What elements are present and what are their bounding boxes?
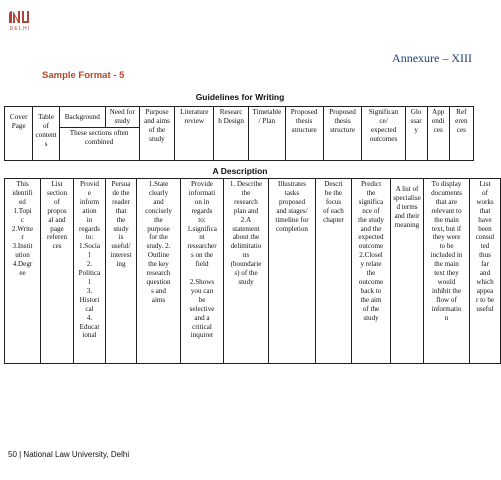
background-cell: Background <box>59 107 105 128</box>
annexure-heading: Annexure – XIII <box>392 51 472 65</box>
need-for-study-cell: Need for study <box>105 107 139 128</box>
description-identification-cell: This identifi ed 1.Topi c 2.Write r 3.Instit ution 4.Degr ee <box>5 179 41 364</box>
cover-page-cell: Cover Page <box>5 107 33 161</box>
table-of-contents-cell: Table of content s <box>33 107 59 161</box>
purpose-cell: Purpose and aims of the study <box>139 107 175 161</box>
description-design-cell: 1. Describe the research plan and 2.A statement about the delimitatio ns (boundarie s) of the study <box>224 179 269 364</box>
description-significance-cell: Predict the significa nce of the study and the expected outcome 2.Closel y relate the outcome back to the aim of the study <box>352 179 391 364</box>
description-contents-cell: List section of propos al and page referen ces <box>41 179 74 364</box>
significance-cell: Significan ce/ expected outcomes <box>362 107 405 161</box>
description-table <box>4 178 501 364</box>
nlu-logo <box>6 6 32 36</box>
description-background-cell: Provid e inform ation in regards to: 1.Socia l 2. Politica l 3. Histori cal 4. Educat ional <box>74 179 106 364</box>
description-literature-cell: Provide informati on in regards to: 1.significa nt researcher s on the field 2.Shows you can be selective and a critical inquirer <box>181 179 224 364</box>
description-references-cell: List of works that have been consul ted thus far and which appea r to be useful <box>470 179 501 364</box>
description-timetable-cell: Illustrates tasks proposed and stages/ timeline for completion <box>269 179 316 364</box>
timetable-cell: Timetable / Plan <box>248 107 285 161</box>
background-note-cell: These sections often combined <box>59 128 139 161</box>
guidelines-title: Guidelines for Writing <box>195 92 285 102</box>
proposed-thesis-structure-cell-2: Proposed thesis structure <box>323 107 362 161</box>
glossary-cell: Glo ssar y <box>405 107 427 161</box>
description-structure-cell: Descri be the focus of each chapter <box>316 179 352 364</box>
description-glossary-cell: A list of specialise d terms and their meaning <box>391 179 424 364</box>
sample-format-heading: Sample Format - 5 <box>42 70 125 81</box>
description-title: A Description <box>212 166 268 176</box>
description-purpose-cell: 1.State clearly and concisely the purpose for the study. 2. Outline the key research question s and aims <box>137 179 181 364</box>
appendices-cell: App endi ces <box>427 107 449 161</box>
guidelines-table <box>4 106 474 161</box>
proposed-thesis-structure-cell: Proposed thesis structure <box>285 107 323 161</box>
literature-review-cell: Literature review <box>175 107 214 161</box>
logo-subtitle: DELHI <box>9 26 31 32</box>
description-need-cell: Persua de the reader that the study is useful/ interest ing <box>106 179 137 364</box>
page-footer: 50 | National Law University, Delhi <box>8 450 130 459</box>
description-appendices-cell: To display documents that are relevant to the main text, but if they were to be included in the main text they would inhibit the flow of informatio n <box>424 179 470 364</box>
references-cell: Ref eren ces <box>449 107 473 161</box>
research-design-cell: Researc h Design <box>214 107 249 161</box>
nlu-emblem-icon <box>8 10 30 24</box>
